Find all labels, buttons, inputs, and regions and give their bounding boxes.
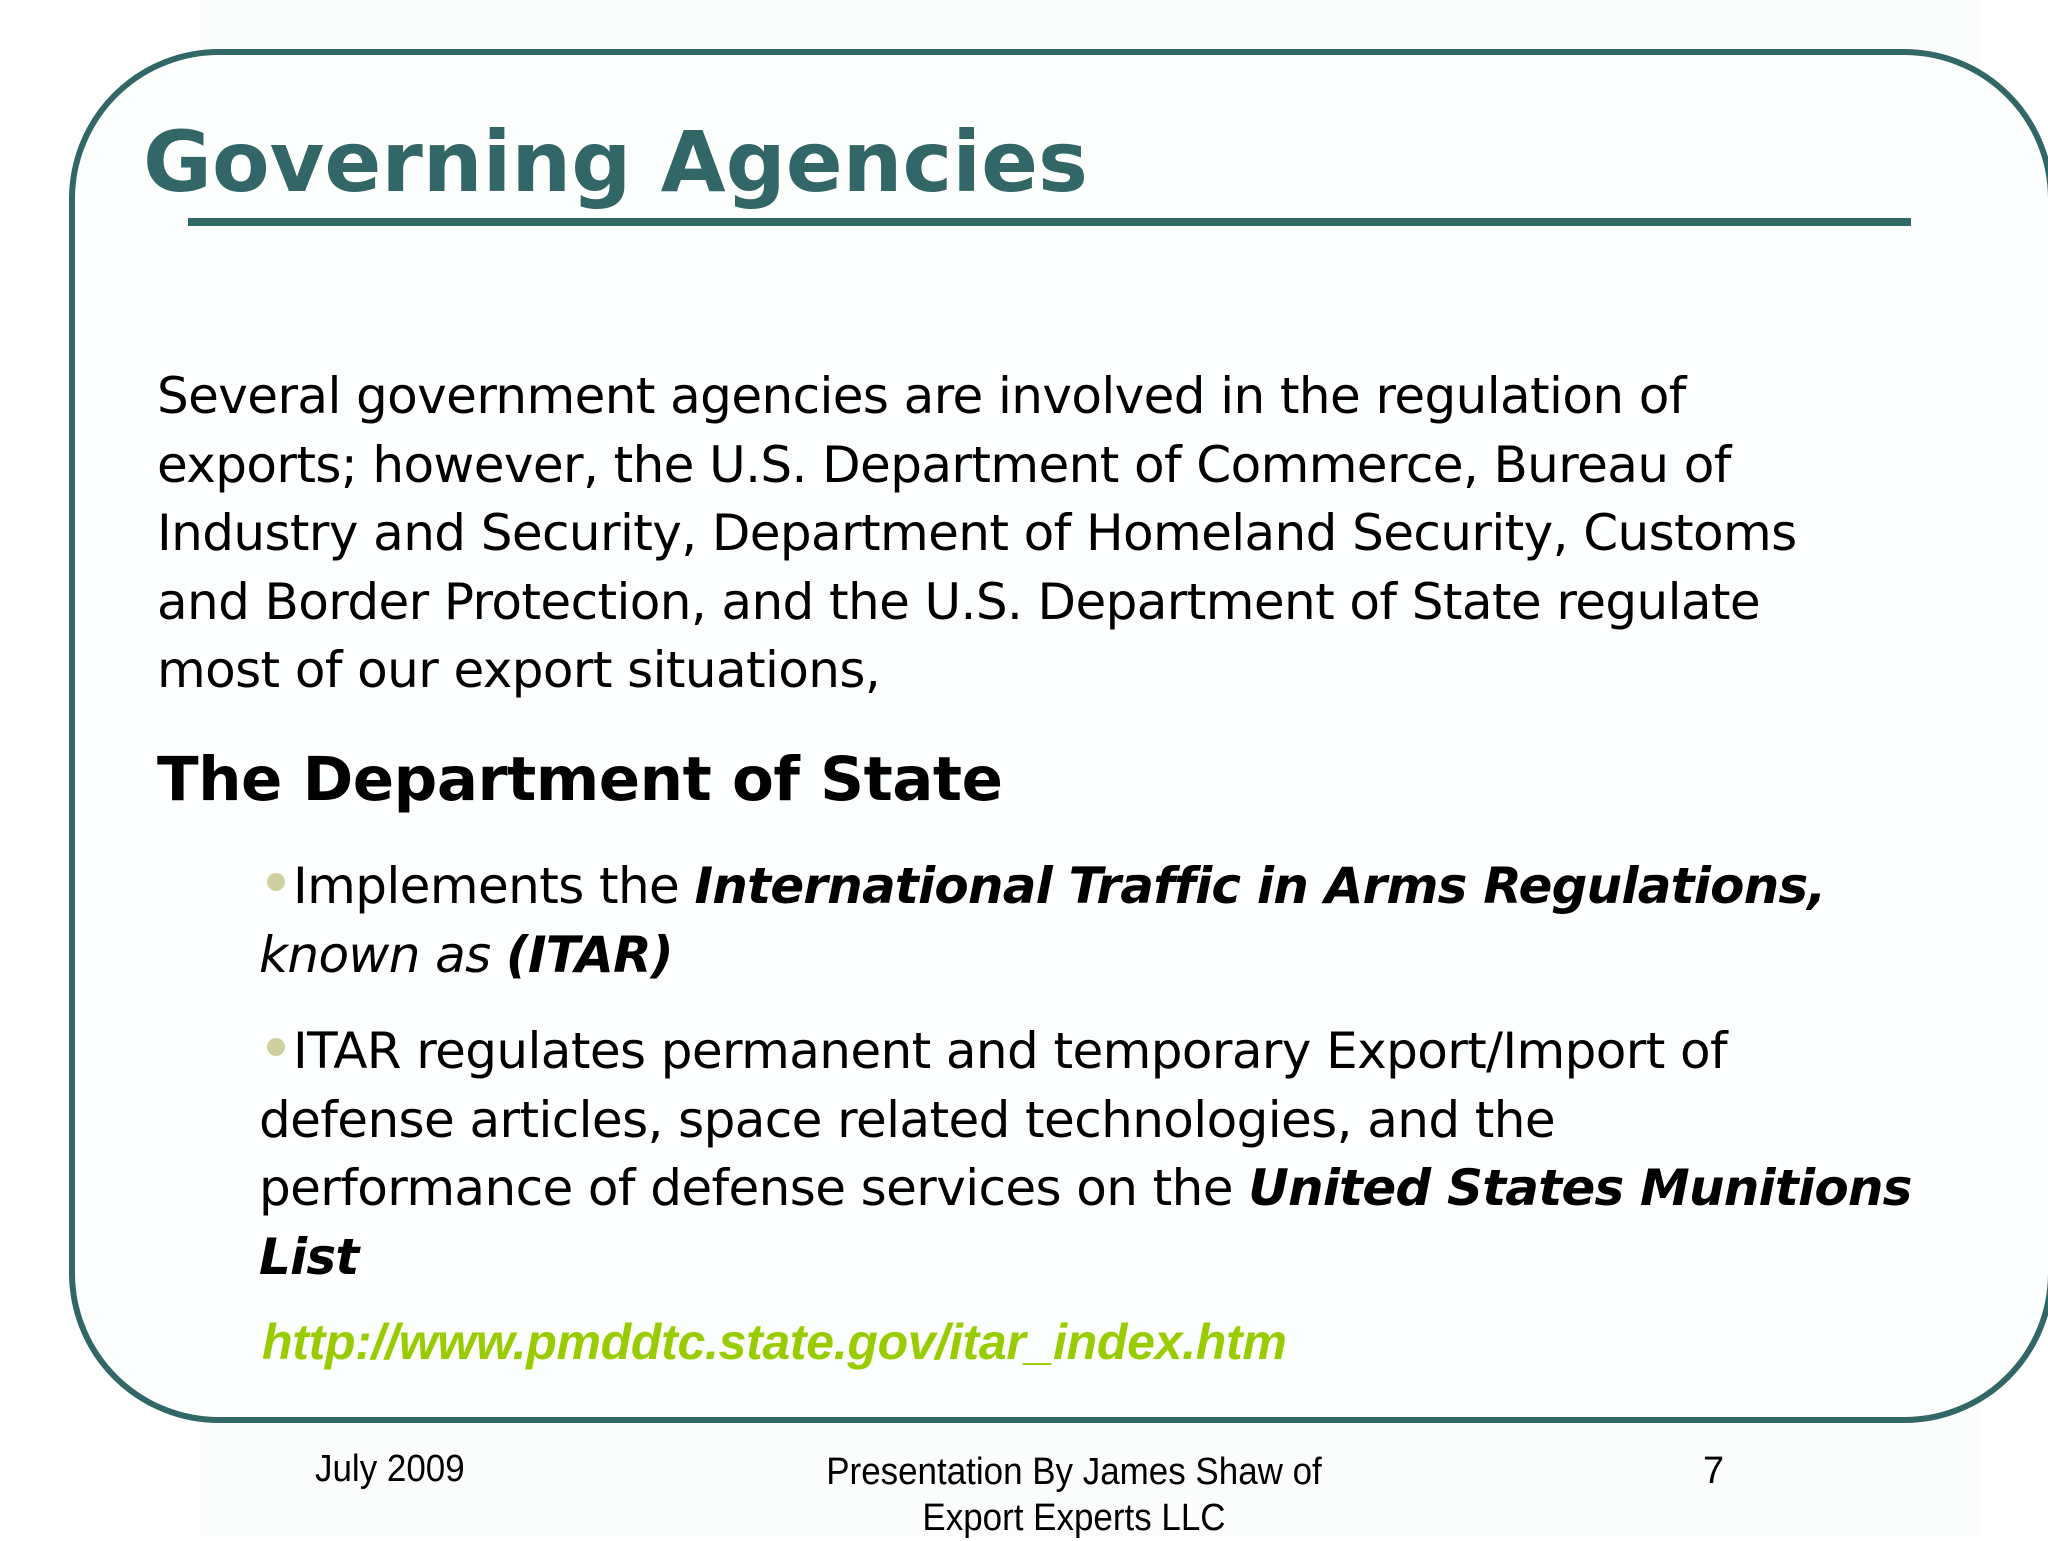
- bullet-text-regular: performance of defense services on the: [259, 1159, 1249, 1217]
- bullet-text-italic: known as: [259, 925, 506, 984]
- bullet-line: List: [259, 1227, 359, 1286]
- intro-line: Several government agencies are involved in the regulation of: [157, 367, 1686, 425]
- bullet-dot-icon: [267, 873, 285, 891]
- footer-presenter: [706, 1449, 1442, 1541]
- intro-line: and Border Protection, and the U.S. Department of State regulate: [157, 572, 1761, 631]
- bullet-line: [259, 1017, 2039, 1086]
- slide-title: Governing Agencies: [143, 113, 1089, 211]
- footer-page-number: 7: [1703, 1450, 1725, 1492]
- bullet-line: [259, 1154, 2039, 1223]
- bullet-text-regular: Implements the: [293, 857, 695, 915]
- bullet-line: [259, 921, 2039, 990]
- footer-presenter-line: Presentation By James Shaw of: [826, 1451, 1322, 1493]
- bullet-item-itar-implementation: [259, 852, 2039, 989]
- intro-paragraph: [157, 362, 2017, 705]
- intro-line: most of our export situations,: [157, 641, 881, 699]
- title-underline-divider: [188, 218, 1911, 226]
- bullet-text-emphasis: (ITAR): [505, 925, 673, 984]
- intro-line: Industry and Security, Department of Homeland Security, Customs: [157, 504, 1797, 562]
- footer-date: July 2009: [315, 1448, 465, 1490]
- section-heading: The Department of State: [157, 744, 1003, 815]
- bullet-line: defense articles, space related technologies, and the: [259, 1090, 1556, 1149]
- bullet-dot-icon: [267, 1038, 285, 1056]
- bullet-item-itar-scope: [259, 1017, 2039, 1291]
- footer-presenter-line: Export Experts LLC: [922, 1497, 1226, 1539]
- intro-line: exports; however, the U.S. Department of Commerce, Bureau of: [157, 435, 1731, 494]
- bullet-text-emphasis: International Traffic in Arms Regulations,: [694, 857, 1826, 915]
- bullet-text-regular: ITAR regulates permanent and temporary Export/Import of: [293, 1022, 1728, 1080]
- bullet-text-emphasis: United States Munitions: [1248, 1159, 1912, 1217]
- bullet-line: [259, 852, 2039, 921]
- itar-index-link[interactable]: http://www.pmddtc.state.gov/itar_index.htm: [262, 1314, 1287, 1370]
